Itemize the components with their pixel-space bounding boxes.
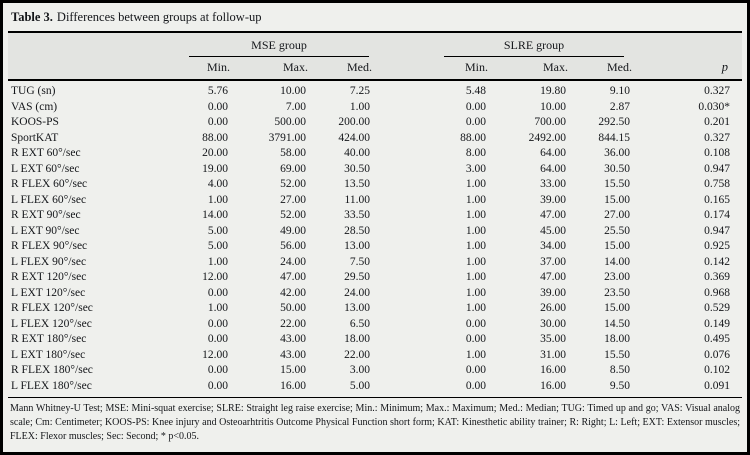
mse-max-cell: 69.00 [280,162,306,175]
mse-med-cell: 24.00 [344,286,370,299]
slre-min-cell: 1.00 [465,271,486,283]
p-value-cell: 0.142 [704,255,730,268]
mse-min-cell: 0.00 [207,100,228,113]
p-value-cell: 0.369 [704,271,730,283]
mse-min-cell: 4.00 [207,178,228,190]
mse-med-cell: 1.00 [349,100,370,113]
slre-min-cell: 1.00 [465,348,486,361]
table-row [8,208,742,224]
mse-med-cell: 200.00 [338,116,370,128]
p-value-cell: 0.102 [704,364,730,376]
slre-max-cell: 39.00 [540,286,566,299]
table-row [8,177,742,193]
row-label-cell: L EXT 90°/sec [11,224,80,237]
differences-table [8,33,742,394]
slre-max-cell: 33.00 [540,178,566,190]
slre-max-cell: 31.00 [540,348,566,361]
slre-min-cell: 1.00 [465,286,486,299]
mse-max-cell: 22.00 [280,317,306,330]
slre-max-cell: 37.00 [540,255,566,268]
spacer-cell [380,332,428,348]
mse-min-cell: 0.00 [207,333,228,345]
mse-min-cell: 5.00 [207,240,228,252]
p-value-cell: 0.091 [704,379,730,392]
mse-max-cell: 58.00 [280,147,306,159]
group-header-row [8,33,742,57]
slre-med-cell: 36.00 [604,147,630,159]
slre-med-cell: 18.00 [604,333,630,345]
p-value-cell: 0.947 [704,224,730,237]
mse-max-cell: 42.00 [280,286,306,299]
mse-max-cell: 43.00 [280,333,306,345]
row-label-cell: SportKAT [11,131,59,144]
p-value-cell: 0.174 [704,209,730,221]
slre-med-cell: 27.00 [604,209,630,221]
mse-max-cell: 10.00 [280,85,306,97]
mse-min-cell: 0.00 [207,364,228,376]
slre-max-cell: 19.80 [540,85,566,97]
slre-med-cell: 15.00 [604,240,630,252]
row-label-cell: L FLEX 120°/sec [11,317,92,330]
table-row [8,100,742,116]
row-label-cell: R EXT 180°/sec [11,333,87,345]
mse-max-cell: 16.00 [280,379,306,392]
p-value-cell: 0.968 [704,286,730,299]
mse-max-cell: 24.00 [280,255,306,268]
spacer-cell [380,100,428,116]
mse-med-cell: 13.50 [344,178,370,190]
slre-min-cell: 0.00 [465,100,486,113]
mse-min-cell: 1.00 [207,255,228,268]
table-row [8,115,742,131]
row-label-cell: L FLEX 60°/sec [11,193,87,206]
table-row [8,363,742,379]
mse-max-cell: 49.00 [280,224,306,237]
row-label-cell: KOOS-PS [11,116,59,128]
slre-max-cell: 2492.00 [528,131,566,144]
empty-subheader-cell [8,57,178,80]
row-label-cell: L FLEX 90°/sec [11,255,87,268]
slre-med-cell: 15.00 [604,302,630,314]
mse-min-cell: 12.00 [202,348,228,361]
mse-max-header: Max. [238,57,316,80]
slre-med-cell: 25.50 [604,224,630,237]
empty-header-cell [8,33,178,57]
row-label-cell: VAS (cm) [11,100,58,113]
spacer-cell [380,224,428,240]
row-label-cell: L EXT 180°/sec [11,348,86,361]
mse-med-cell: 3.00 [349,364,370,376]
p-value-cell: 0.076 [704,348,730,361]
slre-min-cell: 8.00 [465,147,486,159]
slre-min-cell: 0.00 [465,317,486,330]
mse-min-cell: 0.00 [207,317,228,330]
slre-med-header: Med. [576,57,640,80]
mse-med-cell: 33.50 [344,209,370,221]
p-value-cell: 0.149 [704,317,730,330]
spacer-cell [380,239,428,255]
mse-med-cell: 424.00 [338,131,370,144]
table-title-text: Differences between groups at follow-up [56,10,262,24]
slre-max-cell: 39.00 [540,193,566,206]
table-row [8,286,742,302]
mse-med-cell: 5.00 [349,379,370,392]
row-label-cell: R EXT 60°/sec [11,147,81,159]
slre-med-cell: 9.10 [609,85,630,97]
row-label-cell: R FLEX 120°/sec [11,302,93,314]
row-label-cell: R FLEX 60°/sec [11,178,88,190]
mse-med-cell: 22.00 [344,348,370,361]
mse-med-cell: 40.00 [344,147,370,159]
slre-med-cell: 15.50 [604,348,630,361]
mse-med-cell: 28.50 [344,224,370,237]
mse-max-cell: 27.00 [280,193,306,206]
p-value-cell: 0.495 [704,333,730,345]
spacer-cell [380,208,428,224]
mse-min-cell: 0.00 [207,116,228,128]
slre-med-cell: 844.15 [598,131,630,144]
table-title [8,3,742,31]
slre-med-cell: 14.50 [604,317,630,330]
mse-max-cell: 3791.00 [268,131,306,144]
table-header [8,33,742,80]
p-value-cell: 0.327 [704,85,730,97]
slre-max-cell: 16.00 [540,364,566,376]
p-value-cell: 0.947 [704,162,730,175]
p-value-cell: 0.030* [698,100,730,113]
slre-max-cell: 26.00 [540,302,566,314]
mse-med-header: Med. [316,57,380,80]
table-row [8,332,742,348]
table-row [8,317,742,333]
slre-min-header: Min. [428,57,496,80]
mse-max-cell: 50.00 [280,302,306,314]
spacer-cell [380,301,428,317]
slre-med-cell: 292.50 [598,116,630,128]
slre-min-cell: 1.00 [465,255,486,268]
p-value-cell: 0.327 [704,131,730,144]
slre-max-cell: 30.00 [540,317,566,330]
slre-min-cell: 1.00 [465,302,486,314]
row-label-cell: TUG (sn) [11,85,56,97]
table-row [8,162,742,178]
slre-min-cell: 1.00 [465,193,486,206]
row-label-cell: L FLEX 180°/sec [11,379,92,392]
slre-min-cell: 1.00 [465,224,486,237]
slre-med-cell: 23.00 [604,271,630,283]
slre-max-cell: 700.00 [534,116,566,128]
mse-min-cell: 14.00 [202,209,228,221]
mse-max-cell: 500.00 [274,116,306,128]
spacer-cell [380,162,428,178]
spacer-subheader-cell [380,57,428,80]
slre-max-cell: 34.00 [540,240,566,252]
row-label-cell: R EXT 120°/sec [11,271,87,283]
table-row [8,379,742,395]
mse-med-cell: 6.50 [349,317,370,330]
table-row [8,239,742,255]
mse-group-label: MSE group [189,38,369,57]
slre-max-cell: 64.00 [540,147,566,159]
mse-min-cell: 0.00 [207,286,228,299]
p-value-cell: 0.758 [704,178,730,190]
table-row [8,224,742,240]
row-label-cell: L EXT 120°/sec [11,286,86,299]
mse-max-cell: 15.00 [280,364,306,376]
table-footnote: Mann Whitney-U Test; MSE: Mini-squat exercise; SLRE: Straight leg raise exercise; Min.: Minimum; Max.: Maximum; Med.: Median; TUG: Timed up and go; VAS: Visual analog scale; Cm: Centimeter; KOOS-PS: Knee injury and Osteoarhtritis Outcome Physical Function short form; KAT: Kinesthetic ability trainer; R: Right; L: Left; EXT: Extensor muscles; FLEX: Flexor muscles; Sec: Second; * p<0.05. [8,397,742,447]
slre-min-cell: 1.00 [465,209,486,221]
mse-max-cell: 47.00 [280,271,306,283]
mse-med-cell: 7.25 [349,85,370,97]
spacer-cell [380,131,428,147]
slre-med-cell: 8.50 [609,364,630,376]
mse-max-cell: 56.00 [280,240,306,252]
mse-med-cell: 29.50 [344,271,370,283]
spacer-cell [380,146,428,162]
slre-max-cell: 47.00 [540,209,566,221]
slre-min-cell: 0.00 [465,333,486,345]
slre-med-cell: 9.50 [609,379,630,392]
table-row [8,270,742,286]
slre-min-cell: 88.00 [460,131,486,144]
mse-med-cell: 13.00 [344,240,370,252]
spacer-cell [380,379,428,395]
slre-min-cell: 5.48 [465,85,486,97]
mse-min-cell: 5.00 [207,224,228,237]
mse-med-cell: 11.00 [344,193,370,206]
spacer-cell [380,80,428,100]
table-row [8,255,742,271]
slre-min-cell: 0.00 [465,379,486,392]
mse-group-header [178,33,380,57]
slre-max-cell: 16.00 [540,379,566,392]
slre-min-cell: 0.00 [465,116,486,128]
slre-min-cell: 1.00 [465,240,486,252]
mse-max-cell: 52.00 [280,178,306,190]
spacer-cell [380,115,428,131]
slre-max-cell: 45.00 [540,224,566,237]
p-value-cell: 0.925 [704,240,730,252]
table-row [8,301,742,317]
slre-med-cell: 14.00 [604,255,630,268]
mse-max-cell: 7.00 [285,100,306,113]
mse-med-cell: 30.50 [344,162,370,175]
slre-min-cell: 1.00 [465,178,486,190]
slre-group-header [428,33,640,57]
slre-min-cell: 3.00 [465,162,486,175]
slre-min-cell: 0.00 [465,364,486,376]
row-label-cell: R EXT 90°/sec [11,209,81,221]
mse-med-cell: 7.50 [349,255,370,268]
spacer-cell [380,177,428,193]
spacer-cell [380,286,428,302]
slre-med-cell: 23.50 [604,286,630,299]
table-row [8,193,742,209]
table-row [8,80,742,100]
sub-header-row [8,57,742,80]
mse-med-cell: 13.00 [344,302,370,314]
slre-max-cell: 47.00 [540,271,566,283]
slre-max-cell: 64.00 [540,162,566,175]
mse-min-header: Min. [178,57,238,80]
p-value-cell: 0.529 [704,302,730,314]
row-label-cell: R FLEX 180°/sec [11,364,93,376]
slre-med-cell: 30.50 [604,162,630,175]
slre-max-header: Max. [496,57,576,80]
slre-max-cell: 10.00 [540,100,566,113]
spacer-cell [380,363,428,379]
table-row [8,146,742,162]
mse-max-cell: 52.00 [280,209,306,221]
mse-min-cell: 20.00 [202,147,228,159]
mse-med-cell: 18.00 [344,333,370,345]
mse-min-cell: 19.00 [202,162,228,175]
mse-min-cell: 88.00 [202,131,228,144]
slre-med-cell: 15.00 [604,193,630,206]
mse-min-cell: 12.00 [202,271,228,283]
p-value-header: p [640,57,742,80]
table-title-number: Table 3. [11,10,53,24]
spacer-cell [380,193,428,209]
slre-med-cell: 2.87 [609,100,630,113]
slre-med-cell: 15.50 [604,178,630,190]
mse-min-cell: 5.76 [207,85,228,97]
table-body [8,80,742,394]
row-label-cell: L EXT 60°/sec [11,162,80,175]
p-value-cell: 0.201 [704,116,730,128]
slre-group-label: SLRE group [444,38,624,57]
row-label-cell: R FLEX 90°/sec [11,240,88,252]
spacer-cell [380,270,428,286]
p-value-cell: 0.108 [704,147,730,159]
spacer-cell [380,348,428,364]
spacer-header-cell [380,33,428,57]
mse-min-cell: 1.00 [207,302,228,314]
table-row [8,348,742,364]
table-row [8,131,742,147]
slre-max-cell: 35.00 [540,333,566,345]
mse-max-cell: 43.00 [280,348,306,361]
empty-header-cell [640,33,742,57]
spacer-cell [380,255,428,271]
p-value-cell: 0.165 [704,193,730,206]
mse-min-cell: 1.00 [207,193,228,206]
mse-min-cell: 0.00 [207,379,228,392]
spacer-cell [380,317,428,333]
